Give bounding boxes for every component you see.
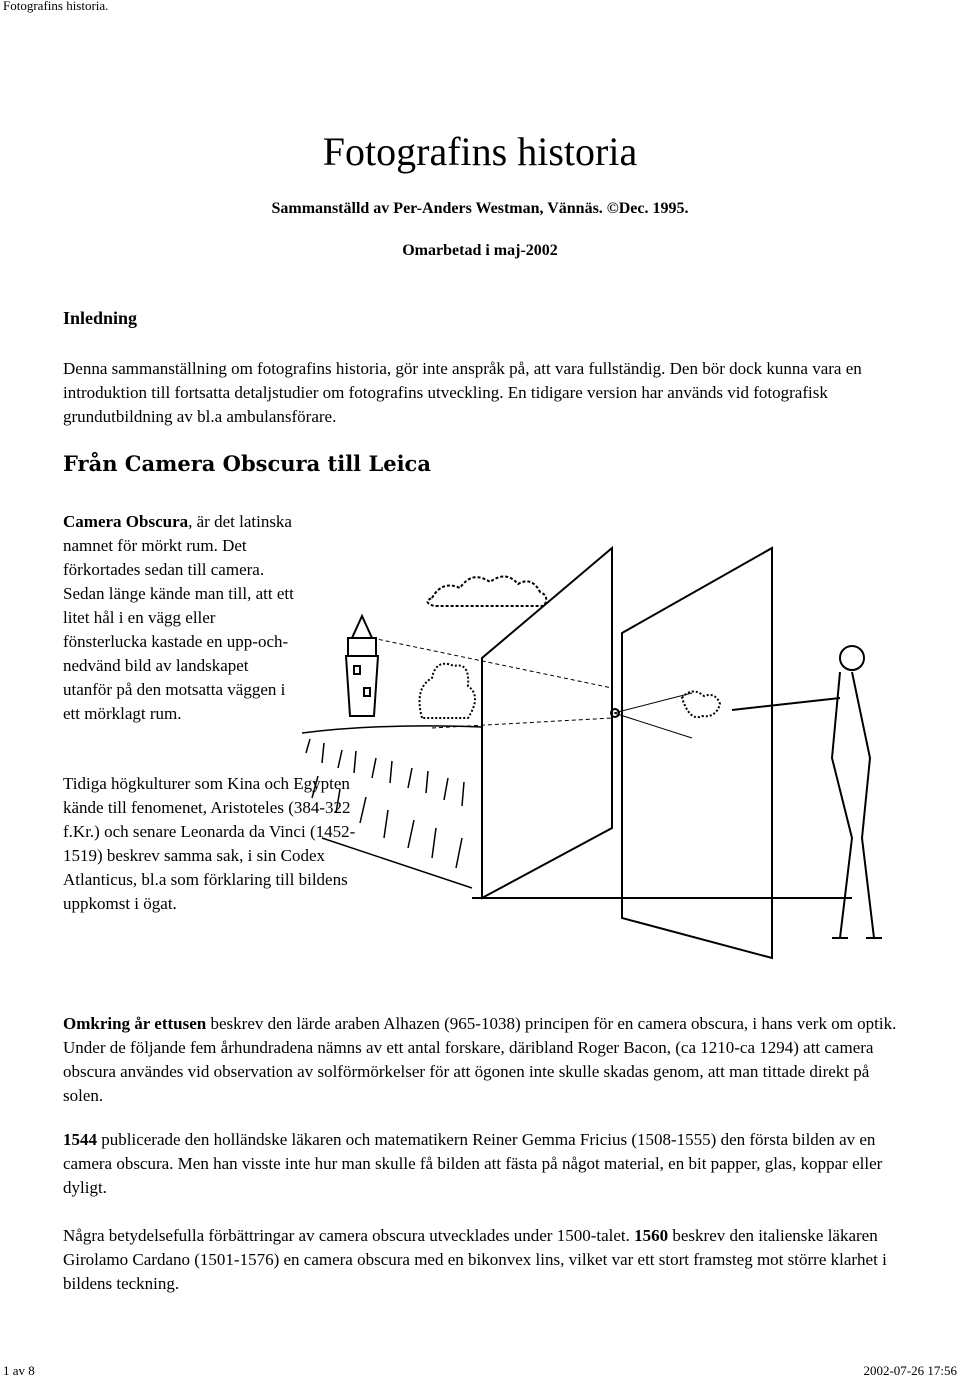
camera-obscura-paragraph [63, 510, 298, 726]
revised-note: Omarbetad i maj-2002 [402, 242, 558, 259]
cardano-text-a: Några betydelsefulla förbättringar av camera obscura utvecklades under 1500-talet. [63, 1226, 635, 1245]
person-drawing [732, 646, 882, 938]
year-1000-term: Omkring år ettusen [63, 1014, 207, 1033]
intro-paragraph: Denna sammanställning om fotografins historia, gör inte anspråk på, att vara fullständig. Den bör dock kunna vara en introduktion till fortsatta detaljstudier om fotografins utveckling. En tidigare version har används vid fotografisk grundutbildning av bl.a ambulansförare. [63, 359, 862, 426]
gemma-fricius-text: publicerade den holländske läkaren och matematikern Reiner Gemma Fricius (1508-1555) den första bilden av en camera obscura. Men han visste inte hur man skulle få bilden att fästa på något material, en bit papper, glas, koppar eller dyligt. [63, 1130, 883, 1197]
lighthouse-drawing [346, 616, 378, 716]
camera-obscura-illustration [292, 538, 932, 978]
cloud-drawing [427, 576, 546, 606]
cardano-text-b: beskrev den italienske läkaren Girolamo Cardano (1501-1576) en camera obscura med en bikonvex lins, vilket var ett stort framsteg mot större klarhet i bildens teckning. [63, 1226, 887, 1293]
back-wall-drawing [482, 548, 612, 898]
camera-obscura-text: , är det latinska namnet för mörkt rum. Det förkortades sedan till camera. Sedan länge kände man till, att ett litet hål i en vägg eller fönsterlucka kastade en upp-och-nedvänd bild av landskapet utanför på den motsatta väggen i ett mörklagt rum. [63, 512, 294, 723]
screen-wall-drawing [622, 548, 772, 958]
section-heading: Från Camera Obscura till Leica [63, 451, 431, 476]
cardano-paragraph [63, 1224, 903, 1296]
alhazen-text: beskrev den lärde araben Alhazen (965-1038) principen för en camera obscura, i hans verk om optik. Under de följande fem århundradena nämns av ett antal forskare, däribland Roger Bacon, (ca 1210-ca 1294) att camera obscura användes vid observation av solförmörkelser för att ögonen inte skulle skadas genom, att man tittade direkt på solen. [63, 1014, 897, 1105]
year-1560-term: 1560 [634, 1226, 669, 1245]
intro-heading: Inledning [63, 308, 138, 328]
light-rays [372, 638, 612, 728]
alhazen-paragraph [63, 1012, 903, 1108]
year-1544-term: 1544 [63, 1130, 97, 1149]
field-drawing [302, 726, 482, 888]
trees-drawing [420, 664, 475, 718]
early-cultures-paragraph: Tidiga högkulturer som Kina och Egypten kände till fenomenet, Aristoteles (384-322 f.Kr.) och senare Leonarda da Vinci (1452-1519) beskrev samma sak, i sin Codex Atlanticus, bl.a som förklaring till bildens uppkomst i ögat. [63, 774, 356, 913]
print-timestamp: 2002-07-26 17:56 [863, 1363, 957, 1378]
print-header-title: Fotografins historia. [3, 0, 109, 13]
subtitle-author: Sammanställd av Per-Anders Westman, Vännäs. ©Dec. 1995. [271, 200, 689, 217]
projected-image [682, 691, 720, 717]
page-title: Fotografins historia [322, 129, 638, 174]
camera-obscura-term: Camera Obscura [63, 512, 189, 531]
page-counter: 1 av 8 [3, 1363, 35, 1378]
gemma-fricius-paragraph [63, 1128, 903, 1200]
